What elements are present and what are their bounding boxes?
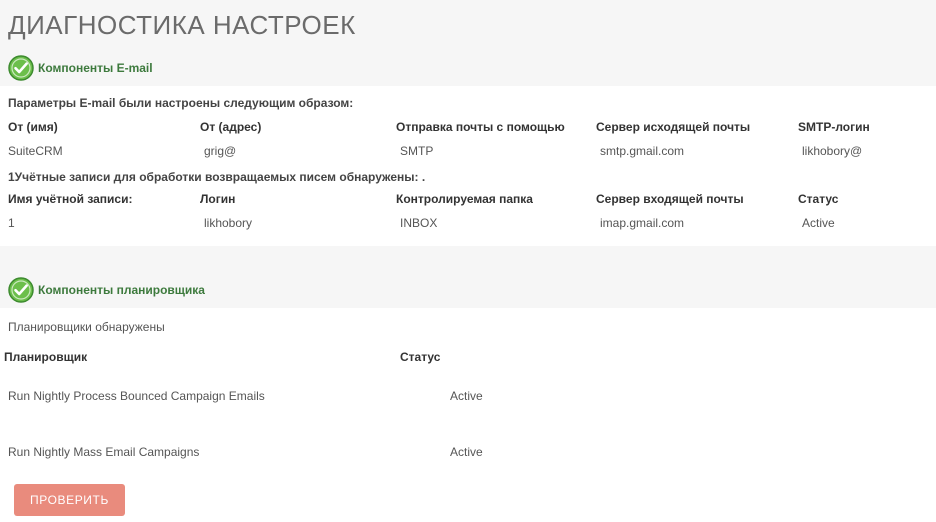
column-header-smtp-login: SMTP-логин: [798, 120, 870, 134]
email-panel: [0, 86, 936, 246]
value-account-login: likhobory: [204, 216, 253, 230]
scheduler-status: Active: [450, 389, 483, 403]
email-accounts-header-row: [0, 188, 936, 210]
column-header-outgoing-server: Сервер исходящей почты: [596, 120, 751, 134]
section-divider: [0, 246, 936, 272]
check-circle-icon: [8, 55, 34, 81]
page-title: ДИАГНОСТИКА НАСТРОЕК: [8, 10, 356, 40]
value-from-name: SuiteCRM: [8, 144, 63, 158]
value-smtp-login: likhobory@: [802, 144, 863, 158]
scheduler-header-row: [0, 346, 936, 368]
scheduler-status: Active: [450, 445, 483, 459]
column-header-scheduler: Планировщик: [4, 350, 88, 364]
column-header-account-login: Логин: [200, 192, 236, 206]
email-section-header: [0, 50, 936, 86]
email-settings-note: Параметры E-mail были настроены следующим образом:: [8, 96, 354, 110]
footer-actions: [0, 480, 936, 516]
column-header-scheduler-status: Статус: [400, 350, 441, 364]
scheduler-panel: [0, 308, 936, 522]
check-circle-icon: [8, 277, 34, 303]
column-header-send-method: Отправка почты с помощью: [396, 120, 565, 134]
email-section-title: Компоненты E-mail: [38, 61, 153, 75]
email-settings-value-row: [0, 138, 936, 164]
value-incoming-server: imap.gmail.com: [600, 216, 685, 230]
column-header-monitored-folder: Контролируемая папка: [396, 192, 533, 206]
column-header-from-name: От (имя): [8, 120, 58, 134]
column-header-account-name: Имя учётной записи:: [8, 192, 133, 206]
scheduler-found-text: Планировщики обнаружены: [8, 320, 165, 334]
scheduler-section-header: [0, 272, 936, 308]
value-monitored-folder: INBOX: [400, 216, 438, 230]
check-button[interactable]: ПРОВЕРИТЬ: [14, 484, 125, 516]
value-account-status: Active: [802, 216, 835, 230]
scheduler-name: Run Nightly Mass Email Campaigns: [8, 445, 200, 459]
table-row: [0, 368, 936, 424]
value-send-method: SMTP: [400, 144, 434, 158]
email-accounts-note: 1Учётные записи для обработки возвращаемых писем обнаружены: .: [8, 170, 426, 184]
scheduler-section-title: Компоненты планировщика: [38, 283, 205, 297]
email-accounts-value-row: [0, 210, 936, 236]
table-row: [0, 424, 936, 480]
scheduler-name: Run Nightly Process Bounced Campaign Emails: [8, 389, 265, 403]
value-from-address: grig@: [204, 144, 237, 158]
column-header-incoming-server: Сервер входящей почты: [596, 192, 744, 206]
value-account-name: 1: [8, 216, 15, 230]
column-header-from-address: От (адрес): [200, 120, 262, 134]
column-header-account-status: Статус: [798, 192, 839, 206]
email-settings-header-row: [0, 116, 936, 138]
value-outgoing-server: smtp.gmail.com: [600, 144, 685, 158]
